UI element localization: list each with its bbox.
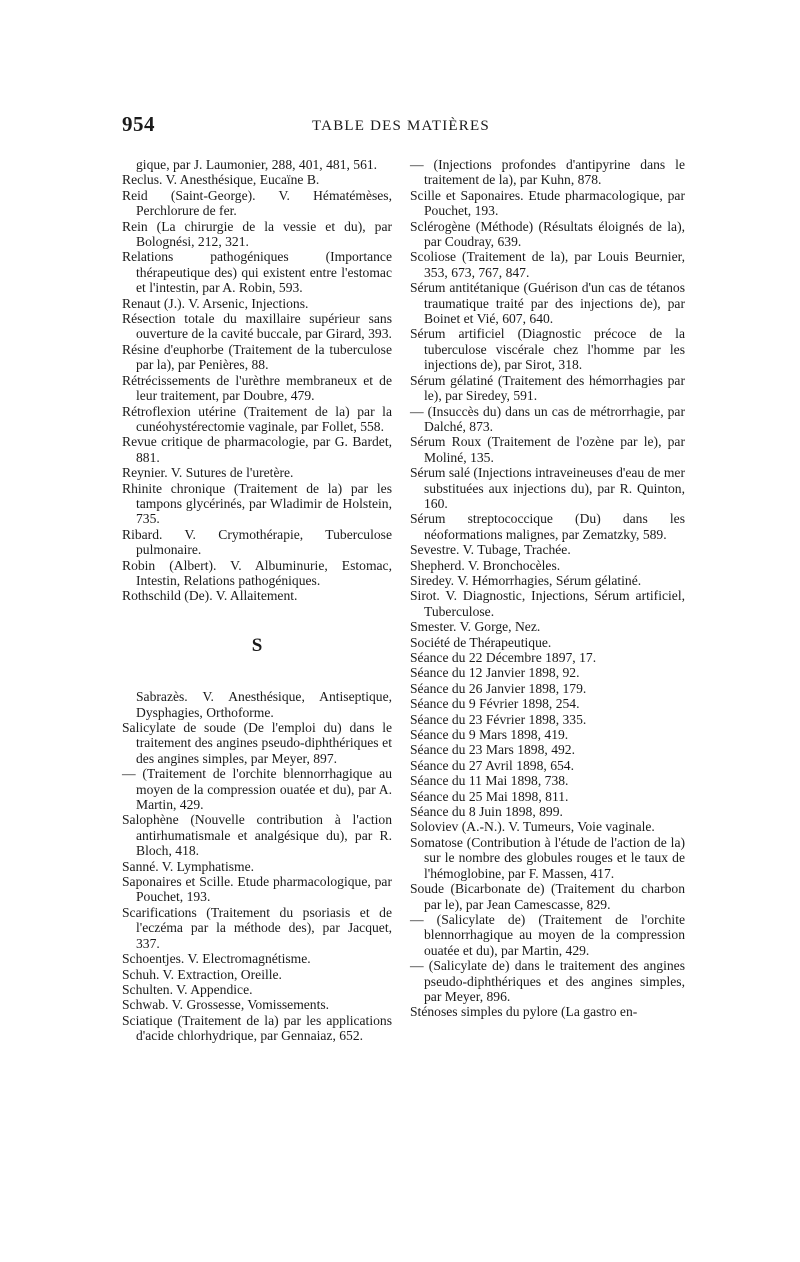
index-entry: gique, par J. Laumonier, 288, 401, 481, 561. xyxy=(136,157,378,172)
index-entry: Ribard. V. Crymothérapie, Tuberculose pulmonaire. xyxy=(122,526,392,558)
index-entry: Schwab. V. Grossesse, Vomissements. xyxy=(122,997,330,1013)
index-entry: Shepherd. V. Bronchocèles. xyxy=(410,557,561,573)
index-entry: Relations pathogéniques (Importance thérapeutique des) qui existent entre l'estomac et l'intestin, par A. Robin, 593. xyxy=(122,249,392,296)
left-entries-r xyxy=(122,157,392,604)
index-entry: Société de Thérapeutique. xyxy=(410,634,552,650)
index-entry: Sabrazès. V. Anesthésique, Antiseptique, Dysphagies, Orthoforme. xyxy=(136,689,392,720)
index-entry: Sérum antitétanique (Guérison d'un cas de tétanos traumatique traité par des injections de), par Boinet et Vié, 607, 640. xyxy=(410,280,685,327)
index-entry: Séance du 26 Janvier 1898, 179. xyxy=(410,680,587,696)
index-entry: Sirot. V. Diagnostic, Injections, Sérum artificiel, Tuberculose. xyxy=(410,588,685,619)
index-entry: Séance du 11 Mai 1898, 738. xyxy=(410,773,569,789)
index-entry: Séance du 9 Février 1898, 254. xyxy=(410,696,580,712)
running-title: TABLE DES MATIÈRES xyxy=(312,118,490,134)
page-number: 954 xyxy=(122,112,155,136)
index-entry: — (Salicylate de) dans le traitement des angines pseudo-diphthériques et des angines simples, par Meyer, 896. xyxy=(410,958,685,1004)
index-entry: Rétroflexion utérine (Traitement de la) par la cunéohystérectomie vaginale, par Follet, 558. xyxy=(122,403,392,434)
index-entry: Résine d'euphorbe (Traitement de la tuberculose par la), par Penières, 88. xyxy=(122,341,392,373)
index-entry: Salicylate de soude (De l'emploi du) dans le traitement des angines pseudo-diphthériques et des angines simples, par Meyer, 897. xyxy=(122,720,392,766)
index-entry: Smester. V. Gorge, Nez. xyxy=(410,619,541,635)
index-entry: Sclérogène (Méthode) (Résultats éloignés de la), par Coudray, 639. xyxy=(410,218,685,250)
index-entry: Rein (La chirurgie de la vessie et du), par Bolognési, 212, 321. xyxy=(122,218,392,250)
index-entry: Séance du 9 Mars 1898, 419. xyxy=(410,727,569,743)
index-entry: Séance du 8 Juin 1898, 899. xyxy=(410,804,563,820)
index-entry: Séance du 22 Décembre 1897, 17. xyxy=(410,650,597,665)
index-entry: Scille et Saponaires. Etude pharmacologique, par Pouchet, 193. xyxy=(410,187,685,219)
index-entry: Sanné. V. Lymphatisme. xyxy=(122,858,255,874)
index-entry: Sérum Roux (Traitement de l'ozène par le), par Moliné, 135. xyxy=(410,434,685,465)
index-entry: Saponaires et Scille. Etude pharmacologique, par Pouchet, 193. xyxy=(122,874,392,905)
index-entry: Rhinite chronique (Traitement de la) par les tampons glycérinés, par Wladimir de Holstein, 735. xyxy=(122,480,392,527)
index-entry: — (Traitement de l'orchite blennorrhagique au moyen de la compression ouatée et du), par A. Martin, 429. xyxy=(122,766,392,813)
index-entry: Reid (Saint-George). V. Hématémèses, Perchlorure de fer. xyxy=(122,187,392,219)
index-entry: Séance du 23 Mars 1898, 492. xyxy=(410,742,575,758)
right-entries-s xyxy=(410,157,685,1020)
index-entry: Schuh. V. Extraction, Oreille. xyxy=(122,966,282,982)
index-entry: Schoentjes. V. Electromagnétisme. xyxy=(122,951,311,967)
index-column-left xyxy=(122,157,392,1044)
index-entry: Scarifications (Traitement du psoriasis et de l'eczéma par la méthode des), par Jacquet, 337. xyxy=(122,904,392,951)
index-entry: Reynier. V. Sutures de l'uretère. xyxy=(122,465,294,481)
index-entry: Séance du 23 Février 1898, 335. xyxy=(410,711,587,727)
index-entry: Rétrécissements de l'urèthre membraneux et de leur traitement, par Doubre, 479. xyxy=(122,372,392,404)
index-entry: Scoliose (Traitement de la), par Louis Beurnier, 353, 673, 767, 847. xyxy=(410,249,685,280)
index-entry: Séance du 27 Avril 1898, 654. xyxy=(410,757,574,773)
index-entry: Revue critique de pharmacologie, par G. Bardet, 881. xyxy=(122,434,392,465)
index-entry: Sevestre. V. Tubage, Trachée. xyxy=(410,542,571,558)
index-entry: Robin (Albert). V. Albuminurie, Estomac, Intestin, Relations pathogéniques. xyxy=(122,557,392,588)
index-entry: Sténoses simples du pylore (La gastro en- xyxy=(410,1004,638,1020)
index-column-right xyxy=(410,157,685,1020)
index-entry: Siredey. V. Hémorrhagies, Sérum gélatiné. xyxy=(410,572,642,588)
index-entry: Sérum salé (Injections intraveineuses d'eau de mer substituées aux injections du), par R. Quinton, 160. xyxy=(410,465,685,511)
index-entry: — (Salicylate de) (Traitement de l'orchite blennorrhagique au moyen de la compression ouatée et du), par Martin, 429. xyxy=(410,911,685,958)
index-entry: Somatose (Contribution à l'étude de l'action de la) sur le nombre des globules rouges et le taux de l'hémoglobine, par F. Massen, 417. xyxy=(410,834,685,881)
index-entry: Sérum streptococcique (Du) dans les néoformations malignes, par Zematzky, 589. xyxy=(410,511,685,542)
index-entry: Rothschild (De). V. Allaitement. xyxy=(122,588,298,604)
index-entry: Schulten. V. Appendice. xyxy=(122,981,253,997)
index-entry: Séance du 12 Janvier 1898, 92. xyxy=(410,665,580,681)
index-entry: Soude (Bicarbonate de) (Traitement du charbon par le), par Jean Camescasse, 829. xyxy=(410,881,685,912)
section-letter: S xyxy=(251,634,263,656)
index-entry: Renaut (J.). V. Arsenic, Injections. xyxy=(122,295,309,311)
index-entry: Reclus. V. Anesthésique, Eucaïne B. xyxy=(122,172,320,188)
index-entry: Soloviev (A.-N.). V. Tumeurs, Voie vaginale. xyxy=(410,819,655,835)
index-entry: Sérum gélatiné (Traitement des hémorrhagies par le), par Siredey, 591. xyxy=(410,372,685,404)
index-entry: Résection totale du maxillaire supérieur sans ouverture de la cavité buccale, par Girard, 393. xyxy=(122,311,392,342)
index-entry: Sérum artificiel (Diagnostic précoce de la tuberculose viscérale chez l'homme par les injections de), par Sirot, 318. xyxy=(410,326,685,373)
index-entry: — (Injections profondes d'antipyrine dans le traitement de la), par Kuhn, 878. xyxy=(410,157,685,188)
index-entry: Sciatique (Traitement de la) par les applications d'acide chlorhydrique, par Gennaiaz, 652. xyxy=(122,1012,392,1044)
index-entry: Séance du 25 Mai 1898, 811. xyxy=(410,788,569,804)
left-entries-s xyxy=(122,689,392,1043)
index-entry: Salophène (Nouvelle contribution à l'action antirhumatismale et analgésique du), par R. Bloch, 418. xyxy=(122,812,392,859)
index-entry: — (Insuccès du) dans un cas de métrorrhagie, par Dalché, 873. xyxy=(410,403,685,434)
